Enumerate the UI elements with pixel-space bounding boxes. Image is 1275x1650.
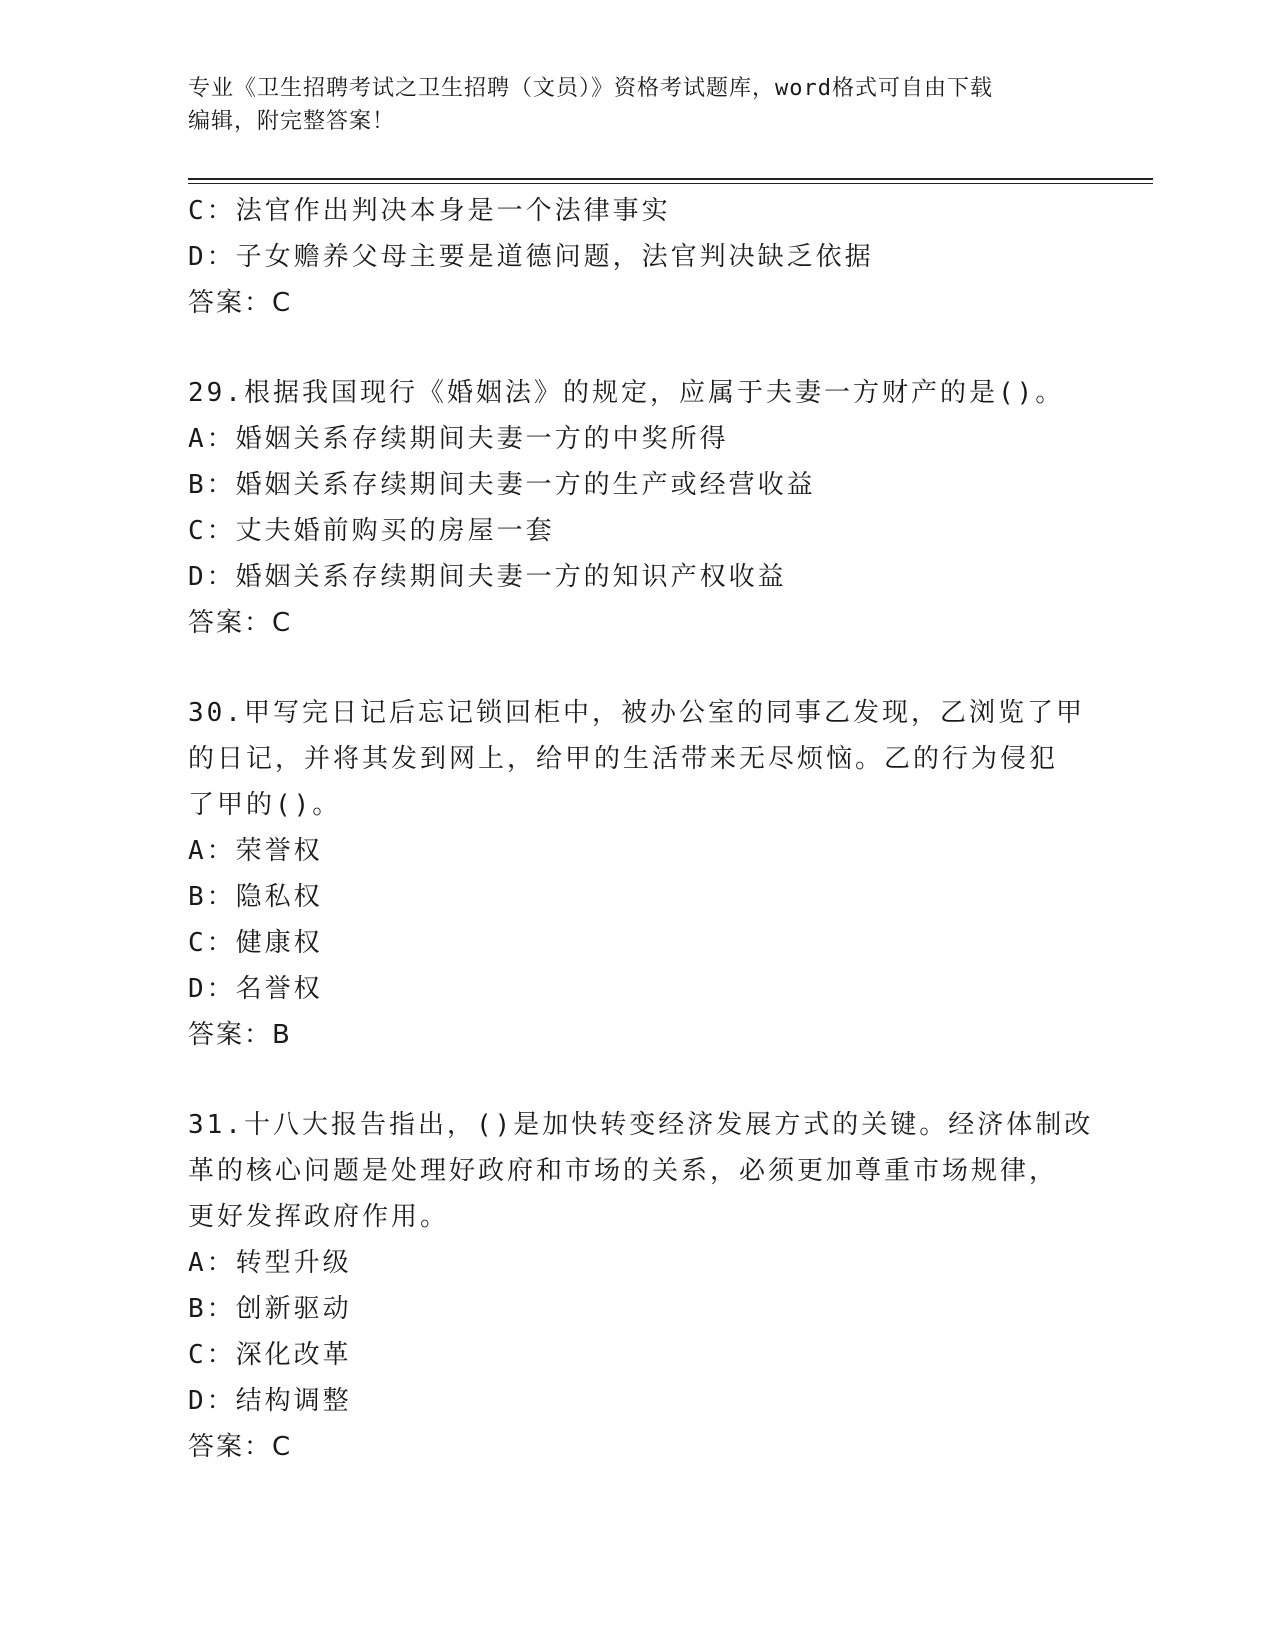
q29-option-a: A：婚姻关系存续期间夫妻一方的中奖所得 bbox=[188, 424, 729, 454]
q31-option-b: B：创新驱动 bbox=[188, 1294, 352, 1324]
document-header bbox=[188, 72, 1068, 138]
question-31 bbox=[188, 1102, 1094, 1470]
q30-option-d: D：名誉权 bbox=[188, 974, 323, 1004]
q28-option-d: D：子女赡养父母主要是道德问题，法官判决缺乏依据 bbox=[188, 242, 874, 272]
q29-option-b: B：婚姻关系存续期间夫妻一方的生产或经营收益 bbox=[188, 470, 816, 500]
header-line-2: 编辑，附完整答案！ bbox=[188, 109, 396, 134]
q30-stem-line-1: 30.甲写完日记后忘记锁回柜中，被办公室的同事乙发现，乙浏览了甲 bbox=[188, 698, 1085, 728]
q31-option-d: D：结构调整 bbox=[188, 1386, 352, 1416]
q31-answer: 答案：C bbox=[188, 1432, 293, 1462]
q31-stem-line-2: 革的核心问题是处理好政府和市场的关系，必须更加尊重市场规律， bbox=[188, 1156, 1059, 1186]
q29-option-d: D：婚姻关系存续期间夫妻一方的知识产权收益 bbox=[188, 562, 787, 592]
q30-option-c: C：健康权 bbox=[188, 928, 323, 958]
header-divider bbox=[188, 178, 1153, 184]
q29-answer: 答案：C bbox=[188, 608, 293, 638]
header-line-1: 专业《卫生招聘考试之卫生招聘（文员）》资格考试题库，word格式可自由下载 bbox=[188, 76, 993, 101]
q30-stem-line-2: 的日记，并将其发到网上，给甲的生活带来无尽烦恼。乙的行为侵犯 bbox=[188, 744, 1059, 774]
q28-answer: 答案：C bbox=[188, 288, 293, 318]
q28-option-c: C：法官作出判决本身是一个法律事实 bbox=[188, 196, 671, 226]
question-30 bbox=[188, 690, 1088, 1058]
q30-option-a: A：荣誉权 bbox=[188, 836, 323, 866]
q29-option-c: C：丈夫婚前购买的房屋一套 bbox=[188, 516, 555, 546]
q30-stem-line-3: 了甲的()。 bbox=[188, 790, 342, 820]
question-29 bbox=[188, 370, 1088, 646]
q30-option-b: B：隐私权 bbox=[188, 882, 323, 912]
q31-option-c: C：深化改革 bbox=[188, 1340, 352, 1370]
spacer bbox=[188, 1058, 1088, 1102]
question-28-tail bbox=[188, 188, 1088, 326]
q29-stem: 29.根据我国现行《婚姻法》的规定，应属于夫妻一方财产的是()。 bbox=[188, 378, 1065, 408]
q31-stem-line-3: 更好发挥政府作用。 bbox=[188, 1202, 450, 1232]
q30-answer: 答案：B bbox=[188, 1020, 292, 1050]
spacer bbox=[188, 646, 1088, 690]
spacer bbox=[188, 326, 1088, 370]
q31-stem-line-1: 31.十八大报告指出，()是加快转变经济发展方式的关键。经济体制改 bbox=[188, 1110, 1094, 1140]
document-body bbox=[188, 188, 1094, 1470]
q31-option-a: A：转型升级 bbox=[188, 1248, 352, 1278]
